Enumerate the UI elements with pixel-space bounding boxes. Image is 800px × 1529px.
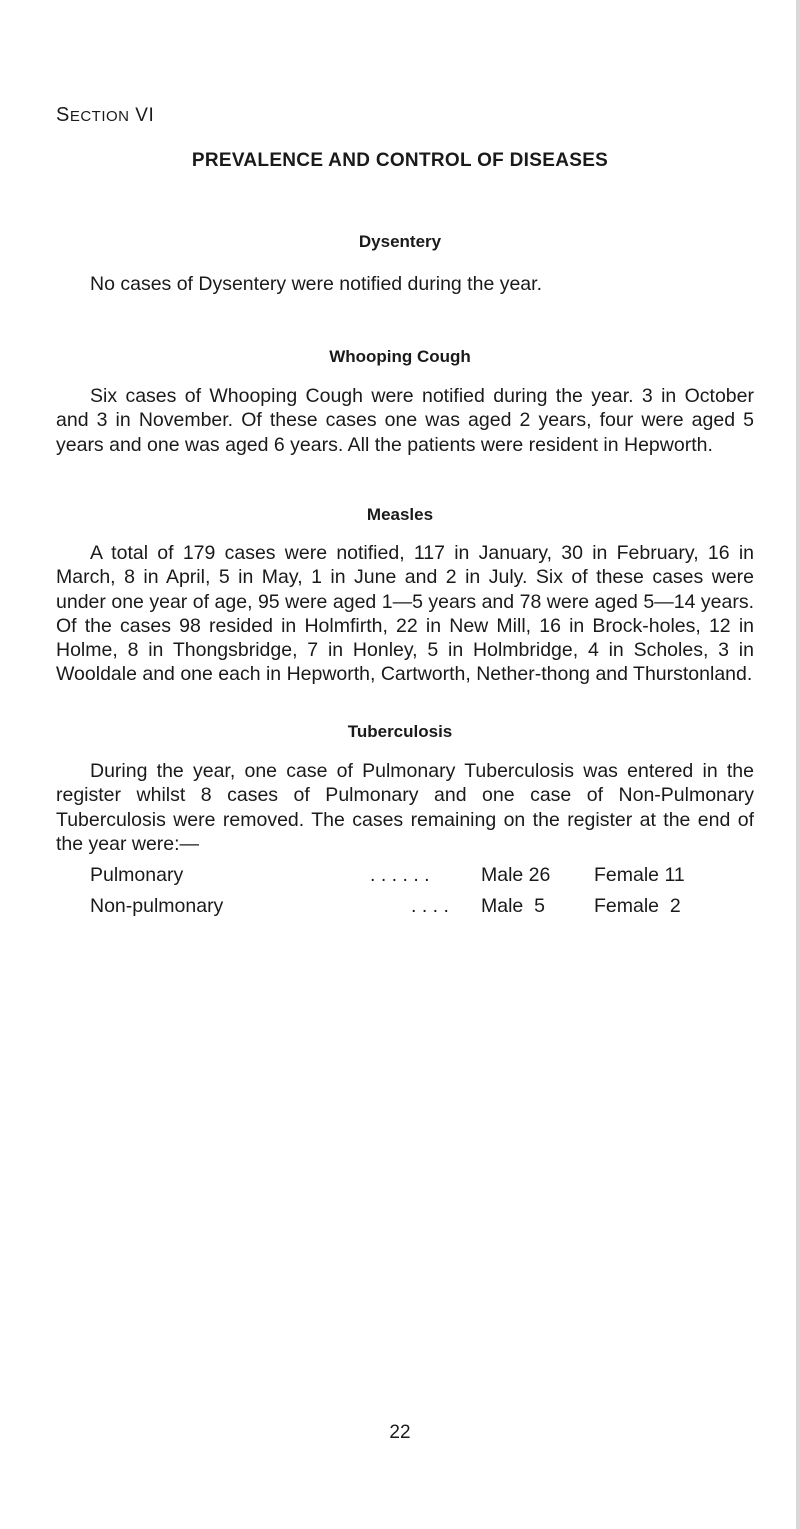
- tb-row-pulmonary: [0, 862, 800, 888]
- whooping-cough-heading: Whooping Cough: [329, 347, 471, 366]
- tb-row-leaders: . . . . . .: [370, 864, 430, 886]
- tuberculosis-heading: Tuberculosis: [347, 722, 453, 741]
- tb-row-leaders: . . . .: [411, 895, 449, 917]
- whooping-cough-paragraph: Six cases of Whooping Cough were notified during the year. 3 in October and 3 in November. Of these cases one was aged 2 years, four were aged 5 years and one was aged 6 years. All the patients were resident in Hepworth.: [56, 385, 754, 456]
- tb-row-non-pulmonary: [0, 893, 800, 919]
- tb-row-female: Female 11: [594, 864, 685, 886]
- tb-row-female: Female 2: [594, 895, 681, 917]
- dysentery-heading: Dysentery: [358, 232, 442, 251]
- page-title: PREVALENCE AND CONTROL OF DISEASES: [191, 150, 609, 171]
- tb-row-label: Pulmonary: [90, 864, 184, 886]
- tb-row-label: Non-pulmonary: [90, 895, 224, 917]
- section-label-rest: ECTION: [69, 108, 130, 125]
- page-number: 22: [389, 1422, 411, 1443]
- section-number: VI: [135, 105, 155, 126]
- tuberculosis-paragraph: During the year, one case of Pulmonary Tuberculosis was entered in the register whilst 8 cases of Pulmonary and one case of Non-Pulmonary Tuberculosis were removed. The cases remaining on the register at the end of the year were:—: [56, 760, 754, 855]
- tb-row-male: Male 5: [481, 895, 545, 917]
- dysentery-paragraph: No cases of Dysentery were notified during the year.: [90, 273, 542, 295]
- section-label-initial: S: [56, 104, 70, 126]
- measles-heading: Measles: [366, 505, 434, 524]
- page-edge: [796, 0, 800, 1529]
- measles-paragraph: A total of 179 cases were notified, 117 in January, 30 in February, 16 in March, 8 in April, 5 in May, 1 in June and 2 in July. Six of these cases were under one year of age, 95 were aged 1—5 years and 78 were aged 5—14 years. Of the cases 98 resided in Holmfirth, 22 in New Mill, 16 in Brock-holes, 12 in Holme, 8 in Thongsbridge, 7 in Honley, 5 in Holmbridge, 4 in Scholes, 3 in Wooldale and one each in Hepworth, Cartworth, Nether-thong and Thurstonland.: [56, 542, 754, 686]
- section-label: [56, 104, 154, 127]
- tb-row-male: Male 26: [481, 864, 551, 886]
